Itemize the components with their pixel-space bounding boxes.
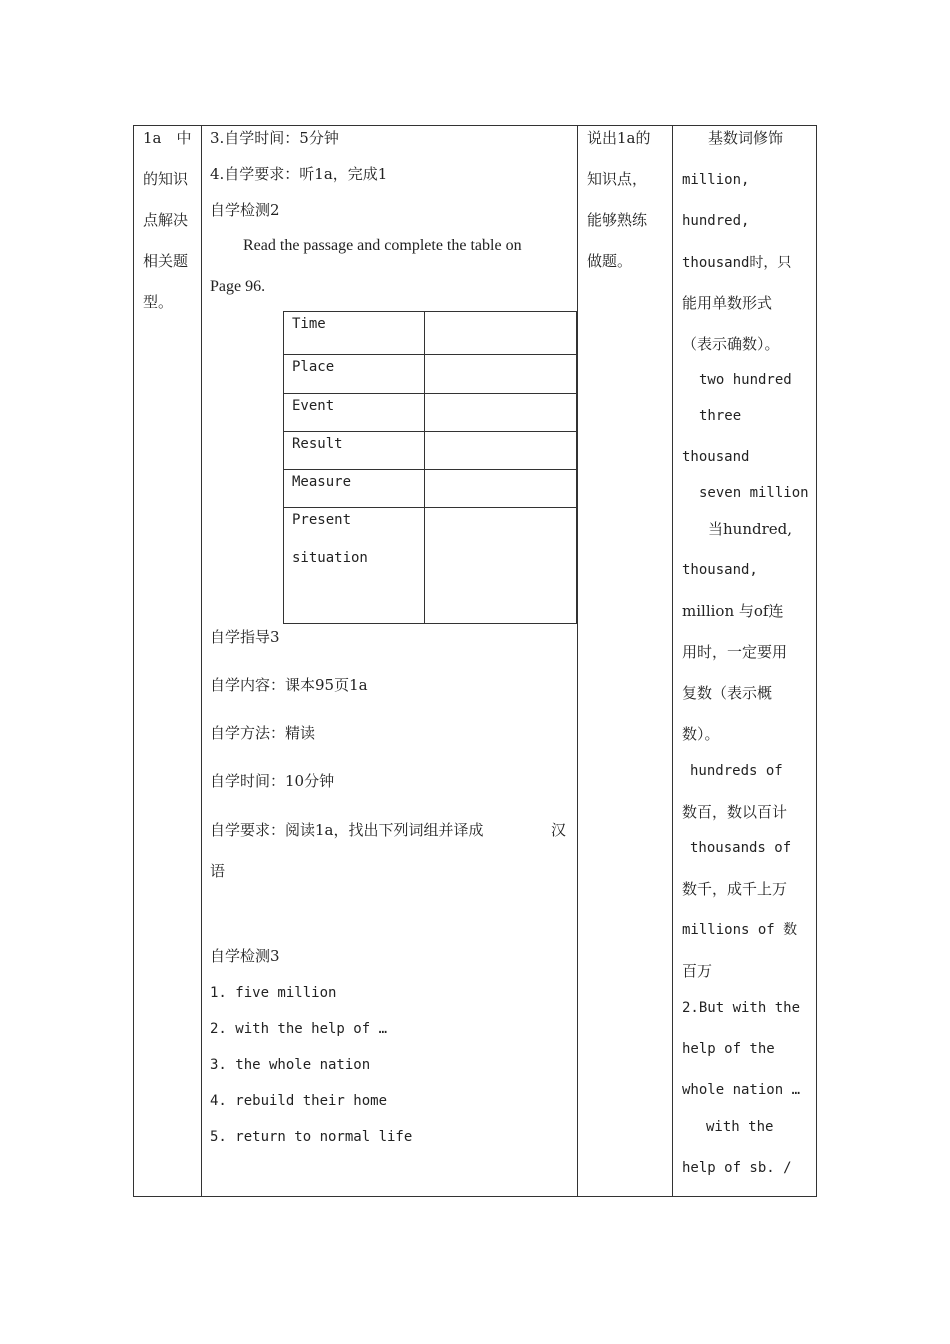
note-example: thousands of (690, 840, 792, 856)
row-label-line: situation (292, 550, 368, 566)
note-line: 数千，成千上万 (682, 880, 788, 898)
row-label: Event (284, 394, 425, 432)
answer-cell[interactable] (425, 508, 577, 624)
phrase-item: 1. five million (210, 985, 337, 1001)
note-example: hundreds of (690, 763, 783, 779)
goal-line: 做题。 (587, 252, 633, 270)
answer-cell[interactable] (425, 355, 577, 394)
row-label: Result (284, 432, 425, 470)
note-example: thousand (682, 449, 750, 465)
read-instruction: Read the passage and complete the table on (243, 237, 522, 254)
phrase-item: 5. return to normal life (210, 1129, 413, 1145)
guide-method: 自学方法：精读 (210, 724, 316, 742)
goal-line: 说出1a的 (587, 129, 651, 147)
column-divider (672, 126, 673, 1196)
note-example: seven million (699, 485, 809, 501)
note-line: million, (682, 172, 750, 188)
goal-line: 知识点， (587, 170, 648, 188)
row-label: Measure (284, 470, 425, 508)
objective-line: 1a 中 (143, 129, 192, 147)
note-line: whole nation … (682, 1082, 801, 1098)
guide-requirement-wrap: 语 (210, 862, 226, 880)
guide-requirement-tail: 汉 (551, 821, 567, 839)
note-line: 百万 (682, 962, 713, 980)
guide-requirement: 自学要求：阅读1a，找出下列词组并译成 (210, 821, 484, 839)
answer-cell[interactable] (425, 470, 577, 508)
objective-line: 相关题 (143, 252, 189, 270)
phrase-item: 2. with the help of … (210, 1021, 388, 1037)
guide-content: 自学内容：课本95页1a (210, 676, 368, 694)
row-label: Place (284, 355, 425, 394)
self-check-2-title: 自学检测2 (210, 201, 280, 219)
read-instruction-page: Page 96. (210, 278, 266, 295)
row-label: Time (284, 312, 425, 355)
note-line: 复数（表示概 (682, 684, 773, 702)
objective-line: 型。 (143, 293, 174, 311)
row-label (284, 508, 425, 624)
row-label-line: Present (292, 512, 352, 528)
answer-cell[interactable] (425, 394, 577, 432)
note-text: thousand时，只 (682, 255, 792, 271)
note-line: 数百，数以百计 (682, 803, 788, 821)
note-example: millions of 数 (682, 922, 798, 938)
objective-line: 的知识 (143, 170, 189, 188)
column-divider (201, 126, 202, 1196)
note-line: help of the (682, 1041, 775, 1057)
note-line: thousand, (682, 562, 758, 578)
passage-table (283, 311, 577, 624)
objective-line: 点解决 (143, 211, 189, 229)
column-divider (577, 126, 578, 1196)
note-example: two hundred (699, 372, 792, 388)
note-line: 能用单数形式 (682, 294, 773, 312)
phrase-item: 4. rebuild their home (210, 1093, 388, 1109)
note-line: million 与of连 (682, 602, 784, 620)
note-line (682, 252, 791, 273)
note-line: hundred, (682, 213, 750, 229)
note-line: 数）。 (682, 725, 720, 743)
phrase-item: 3. the whole nation (210, 1057, 371, 1073)
note-line: 基数词修饰 (708, 129, 784, 147)
note-line: （表示确数）。 (682, 335, 780, 353)
note-line: help of sb. / (682, 1160, 792, 1176)
note-example: three (699, 408, 742, 424)
answer-cell[interactable] (425, 312, 577, 355)
self-check-3-title: 自学检测3 (210, 947, 280, 965)
guide-title: 自学指导3 (210, 628, 280, 646)
note-line: 用时，一定要用 (682, 643, 788, 661)
guide-time: 自学时间：10分钟 (210, 772, 335, 790)
note-line: 2.But with the (682, 1000, 801, 1016)
note-line: with the (706, 1119, 774, 1135)
note-line: 当hundred, (708, 520, 793, 538)
self-study-requirement: 4.自学要求：听1a，完成1 (210, 165, 388, 183)
answer-cell[interactable] (425, 432, 577, 470)
self-study-time: 3.自学时间：5分钟 (210, 129, 339, 147)
goal-line: 能够熟练 (587, 211, 648, 229)
